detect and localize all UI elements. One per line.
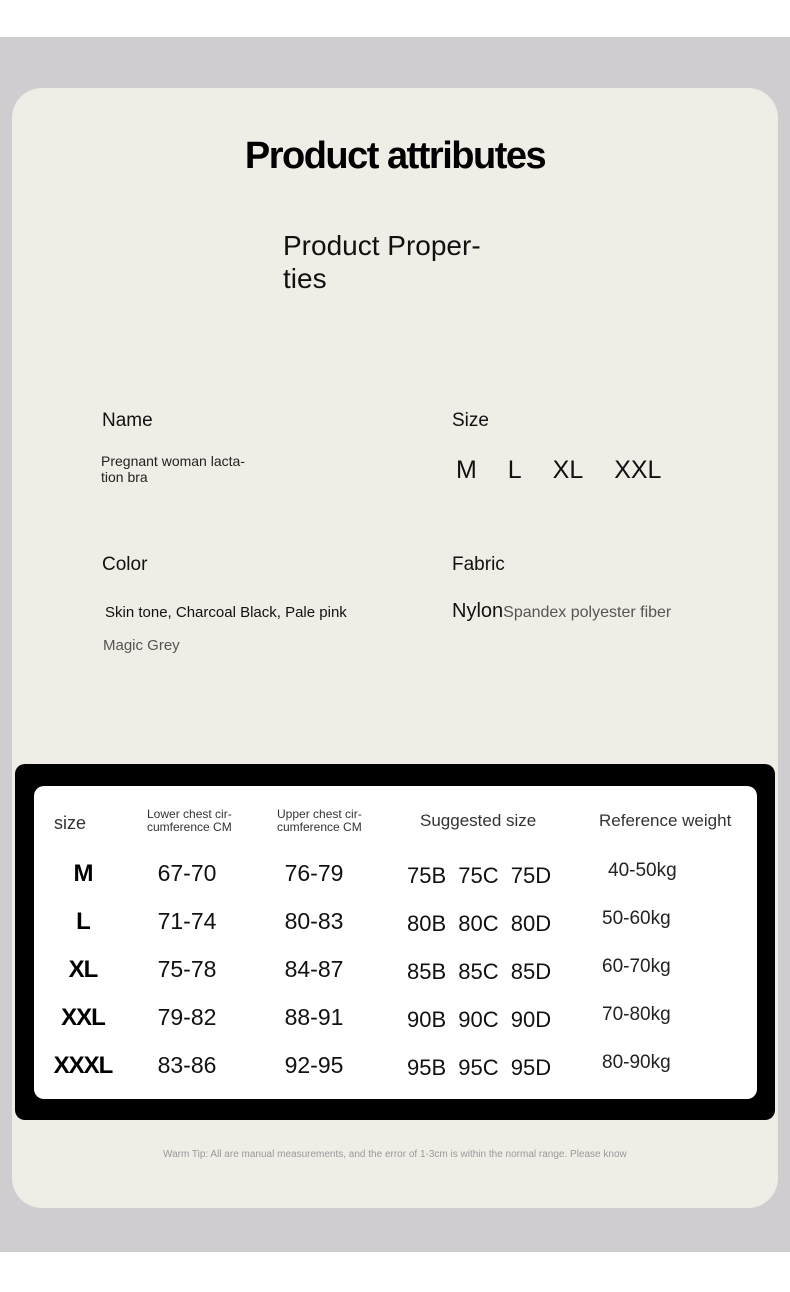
row-weight: 60-70kg [602, 956, 671, 977]
row-weight: 40-50kg [608, 860, 677, 881]
row-size: XL [68, 956, 98, 983]
header-weight: Reference weight [599, 811, 732, 830]
row-lower: 75-78 [157, 956, 217, 982]
row-upper: 92-95 [284, 1052, 344, 1078]
row-suggested: 95B 95C 95D [407, 1055, 552, 1080]
name-label: Name [102, 410, 153, 431]
size-option: XXL [614, 456, 662, 484]
color-label: Color [102, 554, 148, 575]
page-title: Product attributes [244, 135, 546, 177]
size-label: Size [452, 410, 489, 431]
size-option: XL [552, 456, 584, 484]
row-lower: 79-82 [157, 1004, 217, 1030]
fabric-main: Nylon [452, 600, 504, 622]
row-lower: 67-70 [157, 860, 217, 886]
warm-tip: Warm Tip: All are manual measurements, and the error of 1-3cm is within the normal range. Please know [163, 1149, 627, 1160]
header-size: size [54, 813, 87, 833]
size-option: L [507, 456, 522, 484]
name-value: Pregnant woman lacta- tion bra [101, 453, 245, 485]
row-size: M [73, 860, 93, 887]
color-value-1: Skin tone, Charcoal Black, Pale pink [105, 604, 347, 621]
row-suggested: 90B 90C 90D [407, 1007, 552, 1032]
row-weight: 50-60kg [602, 908, 671, 929]
row-suggested: 85B 85C 85D [407, 959, 552, 984]
row-suggested: 80B 80C 80D [407, 911, 552, 936]
header-upper: Upper chest cir- cumference CM [277, 807, 362, 834]
size-list [456, 456, 675, 485]
fabric-value [452, 600, 671, 623]
header-suggested: Suggested size [420, 811, 537, 830]
row-size: L [76, 908, 90, 935]
row-upper: 80-83 [284, 908, 344, 934]
row-upper: 84-87 [284, 956, 344, 982]
header-lower: Lower chest cir- cumference CM [147, 807, 232, 834]
row-suggested: 75B 75C 75D [407, 863, 552, 888]
fabric-rest: Spandex polyester fiber [503, 604, 672, 621]
fabric-label: Fabric [452, 554, 505, 575]
subtitle-line-2: ties [283, 263, 327, 294]
row-upper: 76-79 [284, 860, 344, 886]
row-weight: 70-80kg [602, 1004, 671, 1025]
row-lower: 83-86 [157, 1052, 217, 1078]
row-size: XXL [61, 1004, 105, 1031]
size-option: M [456, 456, 477, 484]
subtitle-line-1: Product Proper- [283, 230, 481, 261]
row-weight: 80-90kg [602, 1052, 671, 1073]
row-upper: 88-91 [284, 1004, 344, 1030]
row-size: XXXL [53, 1052, 113, 1079]
section-subtitle [283, 229, 503, 295]
row-lower: 71-74 [157, 908, 217, 934]
color-value-2: Magic Grey [103, 637, 180, 654]
